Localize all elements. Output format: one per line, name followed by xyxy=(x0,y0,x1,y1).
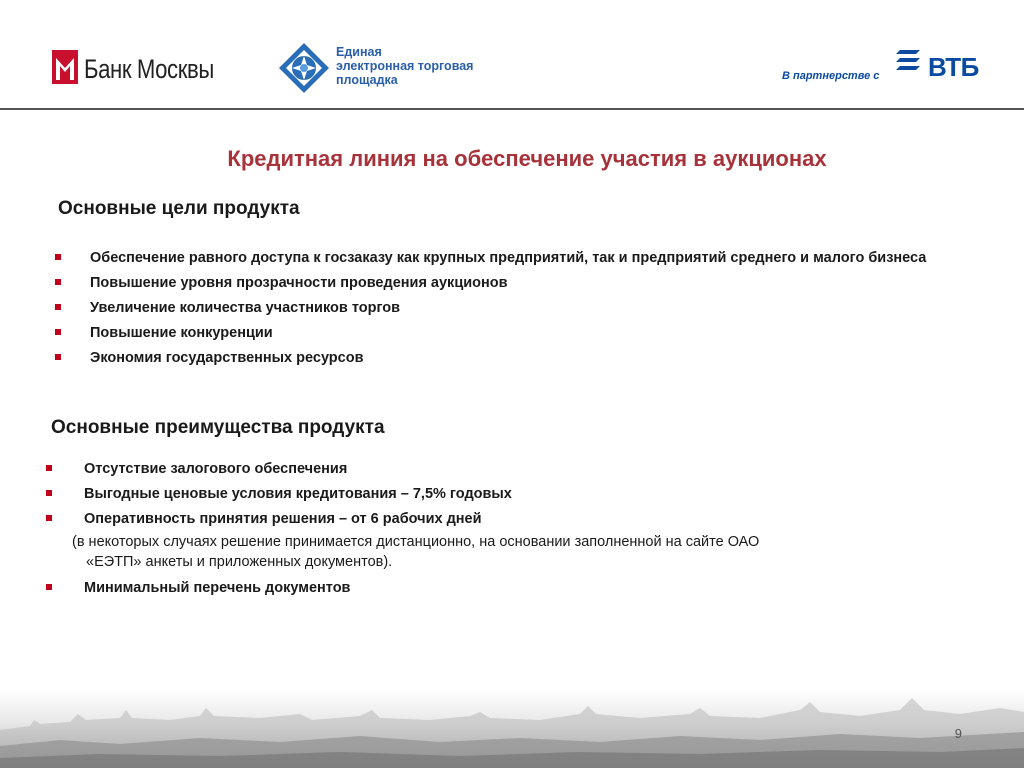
list-item xyxy=(90,248,970,268)
list-item-text: Повышение конкуренции xyxy=(90,325,273,341)
list-item-text: Повышение уровня прозрачности проведения аукционов xyxy=(90,275,508,291)
goals-heading: Основные цели продукта xyxy=(58,198,300,219)
bank-of-moscow-m-icon xyxy=(52,50,78,84)
slide-title: Кредитная линия на обеспечение участия в аукционах xyxy=(227,146,827,171)
list-item xyxy=(90,323,970,343)
bullet-icon xyxy=(55,254,61,260)
vtb-wave-icon xyxy=(894,48,922,76)
list-item xyxy=(84,509,964,529)
bullet-icon xyxy=(55,304,61,310)
bullet-icon xyxy=(46,490,52,496)
list-item xyxy=(90,298,970,318)
note-line-2: «ЕЭТП» анкеты и приложенных документов). xyxy=(86,554,393,570)
list-item-text: Обеспечение равного доступа к госзаказу как крупных предприятий, так и предприятий среднего и малого бизнеса xyxy=(90,250,927,266)
list-item-text: Минимальный перечень документов xyxy=(84,580,351,596)
bullet-icon xyxy=(55,329,61,335)
goals-list xyxy=(90,248,970,373)
list-item-text: Оперативность принятия решения – от 6 рабочих дней xyxy=(84,511,482,527)
eetp-line-3: площадка xyxy=(336,73,398,87)
bank-of-moscow-text: Банк Москвы xyxy=(84,54,214,84)
bullet-icon xyxy=(46,584,52,590)
eetp-line-1: Единая xyxy=(336,45,382,59)
list-item xyxy=(84,578,350,598)
partner-text: В партнерстве с xyxy=(782,70,880,82)
advantages-list-last xyxy=(84,578,350,598)
eetp-line-2: электронная торговая xyxy=(336,59,474,73)
city-skyline-image xyxy=(0,690,1024,768)
advantages-heading: Основные преимущества продукта xyxy=(51,417,385,438)
list-item-text: Выгодные ценовые условия кредитования – 7,5% годовых xyxy=(84,486,512,502)
list-item xyxy=(84,459,964,479)
eetp-text xyxy=(336,45,516,87)
bullet-icon xyxy=(55,354,61,360)
list-item xyxy=(90,273,970,293)
header-divider xyxy=(0,108,1024,110)
list-item xyxy=(84,484,964,504)
advantages-list xyxy=(84,459,964,534)
vtb-text: ВТБ xyxy=(928,52,979,82)
list-item-text: Увеличение количества участников торгов xyxy=(90,300,401,316)
bullet-icon xyxy=(46,515,52,521)
list-item-text: Экономия государственных ресурсов xyxy=(90,350,364,366)
decision-note xyxy=(72,532,932,572)
bullet-icon xyxy=(46,465,52,471)
bullet-icon xyxy=(55,279,61,285)
slide-header xyxy=(0,0,1024,110)
eetp-diamond-icon xyxy=(278,42,330,94)
list-item xyxy=(90,348,970,368)
page-number: 9 xyxy=(954,726,962,741)
vtb-logo xyxy=(894,46,986,82)
list-item-text: Отсутствие залогового обеспечения xyxy=(84,461,348,477)
note-line-1: (в некоторых случаях решение принимается дистанционно, на основании заполненной на сайте ОАО xyxy=(72,534,760,550)
